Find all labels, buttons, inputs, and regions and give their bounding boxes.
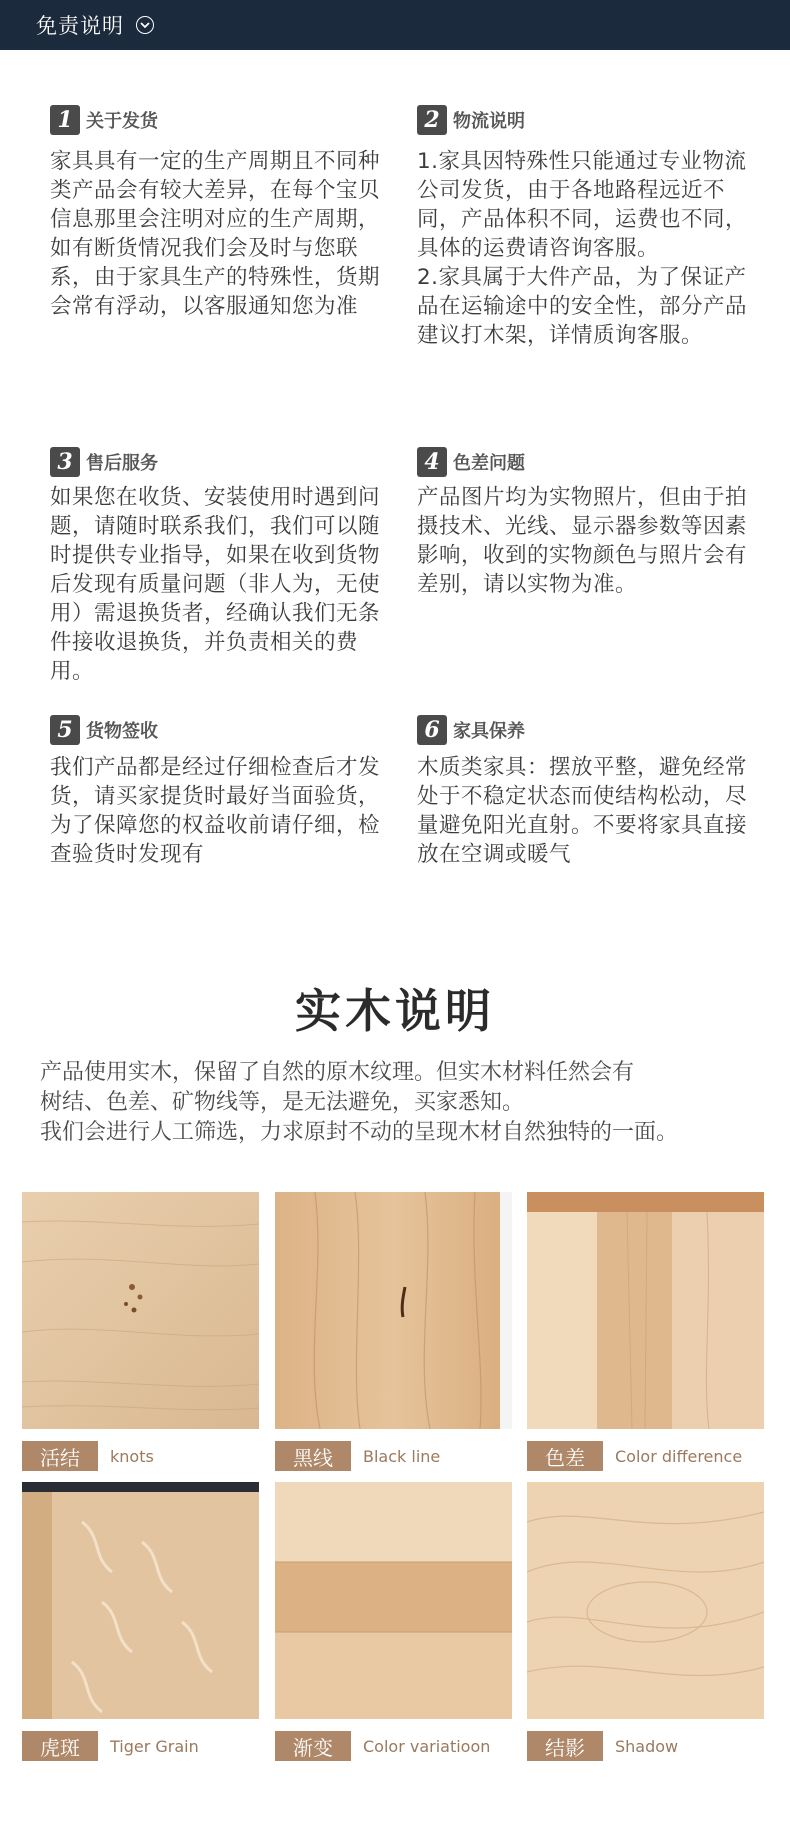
description-line: 树结、色差、矿物线等，是无法避免，买家悉知。	[40, 1090, 525, 1115]
sample-color-difference	[527, 1192, 764, 1471]
wood-photo	[22, 1482, 259, 1719]
sample-label-en: Tiger Grain	[110, 1736, 199, 1756]
section-title: 关于发货	[86, 111, 158, 132]
section-title: 售后服务	[86, 453, 158, 474]
section-shipping	[50, 105, 380, 321]
section-color-difference	[417, 447, 747, 599]
description-line: 我们会进行人工筛选，力求原封不动的呈现木材自然独特的一面。	[40, 1120, 679, 1145]
section-body: 产品图片均为实物照片，但由于拍摄技术、光线、显示器参数等因素影响，收到的实物颜色与照片会有差别，请以实物为准。	[417, 485, 748, 597]
section-body: 家具具有一定的生产周期且不同种类产品会有较大差异，在每个宝贝信息那里会注明对应的生产周期，如有断货情况我们会及时与您联系，由于家具生产的特殊性，货期会常有浮动，以客服通知您为准	[50, 149, 381, 319]
sample-shadow	[527, 1482, 764, 1761]
sample-knots	[22, 1192, 259, 1471]
sample-color-variation	[275, 1482, 512, 1761]
wood-photo	[275, 1192, 512, 1429]
section-after-sales	[50, 447, 380, 686]
wood-photo	[22, 1192, 259, 1429]
section-body: 木质类家具：摆放平整，避免经常处于不稳定状态而使结构松动，尽量避免阳光直射。不要将家具直接放在空调或暖气	[417, 755, 748, 867]
section-title: 色差问题	[453, 453, 525, 474]
sample-label-en: Black line	[363, 1446, 441, 1466]
wood-photo	[275, 1482, 512, 1719]
sample-label-en: Color variatioon	[363, 1736, 491, 1756]
solid-wood-description	[40, 1058, 760, 1148]
section-title: 家具保养	[453, 721, 525, 742]
policy-sections	[0, 0, 790, 870]
sample-tiger-grain	[22, 1482, 259, 1761]
section-body: 如果您在收货、安装使用时遇到问题，请随时联系我们，我们可以随时提供专业指导，如果在收到货物后发现有质量问题（非人为，无使用）需退换货者，经确认我们无条件接收退换货，并负责相关的费用。	[50, 485, 381, 684]
sample-label-en: Color difference	[615, 1446, 743, 1466]
sample-label-cn: 活结	[22, 1441, 98, 1471]
sample-label-cn: 虎斑	[22, 1731, 98, 1761]
section-number: 5	[50, 715, 80, 745]
section-number: 3	[50, 447, 80, 477]
section-logistics	[417, 105, 747, 350]
wood-photo	[527, 1482, 764, 1719]
sample-label-en: Shadow	[615, 1736, 679, 1756]
section-title: 货物签收	[86, 721, 158, 742]
header-title: 免责说明	[36, 14, 124, 38]
section-number: 1	[50, 105, 80, 135]
section-body: 我们产品都是经过仔细检查后才发货，请买家提货时最好当面验货，为了保障您的权益收前请仔细，检查验货时发现有	[50, 755, 381, 867]
sample-label-cn: 色差	[527, 1441, 603, 1471]
sample-label-cn: 黑线	[275, 1441, 351, 1471]
section-maintenance	[417, 715, 747, 869]
description-line: 产品使用实木，保留了自然的原木纹理。但实木材料任然会有	[40, 1060, 635, 1085]
section-number: 6	[417, 715, 447, 745]
solid-wood-title: 实木说明	[295, 984, 495, 1038]
section-body: 1.家具因特殊性只能通过专业物流公司发货，由于各地路程远近不同，产品体积不同，运费也不同，具体的运费请咨询客服。	[417, 149, 748, 261]
sample-label-cn: 渐变	[275, 1731, 351, 1761]
section-title: 物流说明	[453, 111, 525, 132]
section-number: 4	[417, 447, 447, 477]
sample-label-cn: 结影	[527, 1731, 603, 1761]
section-number: 2	[417, 105, 447, 135]
wood-photo	[527, 1192, 764, 1429]
section-body-2: 2.家具属于大件产品，为了保证产品在运输途中的安全性，部分产品建议打木架，详情质询客服。	[417, 265, 748, 348]
sample-label-en: knots	[110, 1446, 154, 1466]
sample-black-line	[275, 1192, 512, 1471]
section-receipt	[50, 715, 380, 869]
